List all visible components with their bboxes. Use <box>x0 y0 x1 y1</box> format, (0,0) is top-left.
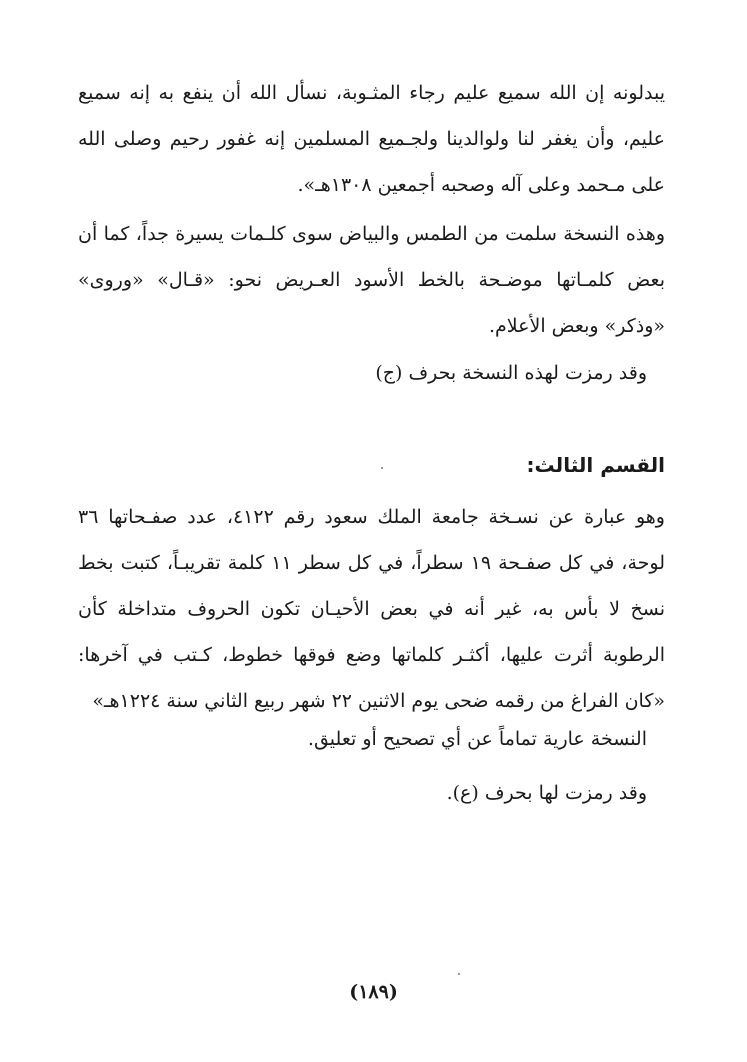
paragraph-no-corrections: النسخة عارية تماماً عن أي تصحيح أو تعليق. <box>307 728 647 750</box>
scan-speck <box>458 973 460 975</box>
paragraph-king-saud-manuscript: وهو عبارة عن نسـخة جامعة الملك سعود رقم ٤١٢٢، عدد صفـحاتها ٣٦ لوحة، في كل صفـحة ١٩ سطراً، في كل سطر ١١ كلمة تقريبـاً، كتبت بخط نسخ لا بأس به، غير أنه في بعض الأحيـان تكون الحروف متداخلة كأن الرطوبة أثرت عليها، أكثـر كلماتها وضع فوقها خطوط، كـتب في آخرها: «كان الفراغ من رقمه ضحى يوم الاثنين ٢٢ شهر ربيع الثاني سنة ١٢٢٤هـ» <box>78 506 665 712</box>
paragraph-symbol-ain: وقد رمزت لها بحرف (ع). <box>446 782 647 804</box>
scan-speck <box>381 467 383 469</box>
paragraph-symbol-jim: وقد رمزت لهذه النسخة بحرف (ج) <box>375 362 647 384</box>
paragraph-closing-prayer: يبدلونه إن الله سميع عليم رجاء المثـوبة، نسأل الله أن ينفع به إنه سميع عليم، وأن يغفر لنا ولوالدينا ولجـميع المسلمين إنه غفور رحيم وصلى الله على مـحمد وعلى آله وصحبه أجمعين ١٣٠٨هـ». <box>78 82 665 196</box>
section-heading-third: القسم الثالث: <box>526 453 665 477</box>
page-number: (١٨٩) <box>349 981 398 1003</box>
paragraph-manuscript-condition: وهذه النسخة سلمت من الطمس والبياض سوى كلـمات يسيرة جداً، كما أن بعض كلمـاتها موضـحة بالخط الأسود العـريض نحو: «قـال» «وروى» «وذكر» وبعض الأعلام. <box>78 223 665 337</box>
